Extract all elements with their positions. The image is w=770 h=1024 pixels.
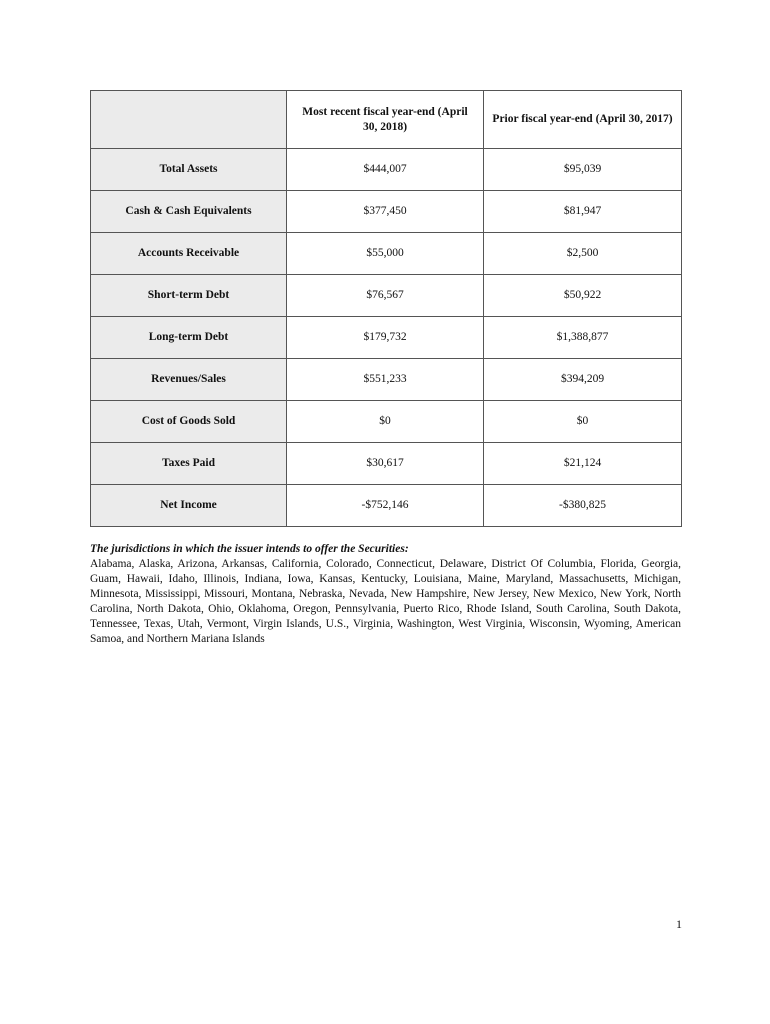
page-number: 1 (676, 917, 682, 931)
table-row (91, 485, 682, 527)
prior-value-short-term-debt: $50,922 (484, 275, 682, 317)
table-row (91, 275, 682, 317)
table-row (91, 191, 682, 233)
recent-value-taxes-paid: $30,617 (287, 443, 484, 485)
recent-value-short-term-debt: $76,567 (287, 275, 484, 317)
prior-value-total-assets: $95,039 (484, 149, 682, 191)
table-row (91, 149, 682, 191)
row-label-short-term-debt: Short-term Debt (91, 275, 287, 317)
recent-value-accounts-receivable: $55,000 (287, 233, 484, 275)
prior-value-net-income: -$380,825 (484, 485, 682, 527)
table-row (91, 401, 682, 443)
jurisdictions-section (90, 542, 681, 647)
row-label-cost-of-goods-sold: Cost of Goods Sold (91, 401, 287, 443)
prior-value-cash-equivalents: $81,947 (484, 191, 682, 233)
row-label-net-income: Net Income (91, 485, 287, 527)
row-label-taxes-paid: Taxes Paid (91, 443, 287, 485)
recent-value-net-income: -$752,146 (287, 485, 484, 527)
prior-value-taxes-paid: $21,124 (484, 443, 682, 485)
row-label-cash-equivalents: Cash & Cash Equivalents (91, 191, 287, 233)
jurisdictions-heading: The jurisdictions in which the issuer intends to offer the Securities: (90, 543, 409, 555)
recent-value-total-assets: $444,007 (287, 149, 484, 191)
header-prior-fiscal-year: Prior fiscal year-end (April 30, 2017) (484, 91, 682, 149)
recent-value-revenues-sales: $551,233 (287, 359, 484, 401)
table-row (91, 443, 682, 485)
prior-value-long-term-debt: $1,388,877 (484, 317, 682, 359)
prior-value-revenues-sales: $394,209 (484, 359, 682, 401)
row-label-total-assets: Total Assets (91, 149, 287, 191)
prior-value-accounts-receivable: $2,500 (484, 233, 682, 275)
financial-summary-table (90, 90, 682, 527)
row-label-long-term-debt: Long-term Debt (91, 317, 287, 359)
table-row (91, 359, 682, 401)
row-label-revenues-sales: Revenues/Sales (91, 359, 287, 401)
prior-value-cost-of-goods-sold: $0 (484, 401, 682, 443)
header-corner-cell (91, 91, 287, 149)
row-label-accounts-receivable: Accounts Receivable (91, 233, 287, 275)
recent-value-cost-of-goods-sold: $0 (287, 401, 484, 443)
table-row (91, 317, 682, 359)
recent-value-long-term-debt: $179,732 (287, 317, 484, 359)
jurisdictions-list: Alabama, Alaska, Arizona, Arkansas, California, Colorado, Connecticut, Delaware, District Of Columbia, Florida, Georgia, Guam, Hawaii, Idaho, Illinois, Indiana, Iowa, Kansas, Kentucky, Louisiana, Maine, Maryland, Massachusetts, Michigan, Minnesota, Mississippi, Missouri, Montana, Nebraska, Nevada, New Hampshire, New Jersey, New Mexico, New York, North Carolina, North Dakota, Ohio, Oklahoma, Oregon, Pennsylvania, Puerto Rico, Rhode Island, South Carolina, South Dakota, Tennessee, Texas, Utah, Vermont, Virgin Islands, U.S., Virginia, Washington, West Virginia, Wisconsin, Wyoming, American Samoa, and Northern Mariana Islands (90, 558, 681, 645)
header-most-recent-fiscal-year: Most recent fiscal year-end (April 30, 2018) (287, 91, 484, 149)
table-row (91, 233, 682, 275)
recent-value-cash-equivalents: $377,450 (287, 191, 484, 233)
table-header-row (91, 91, 682, 149)
